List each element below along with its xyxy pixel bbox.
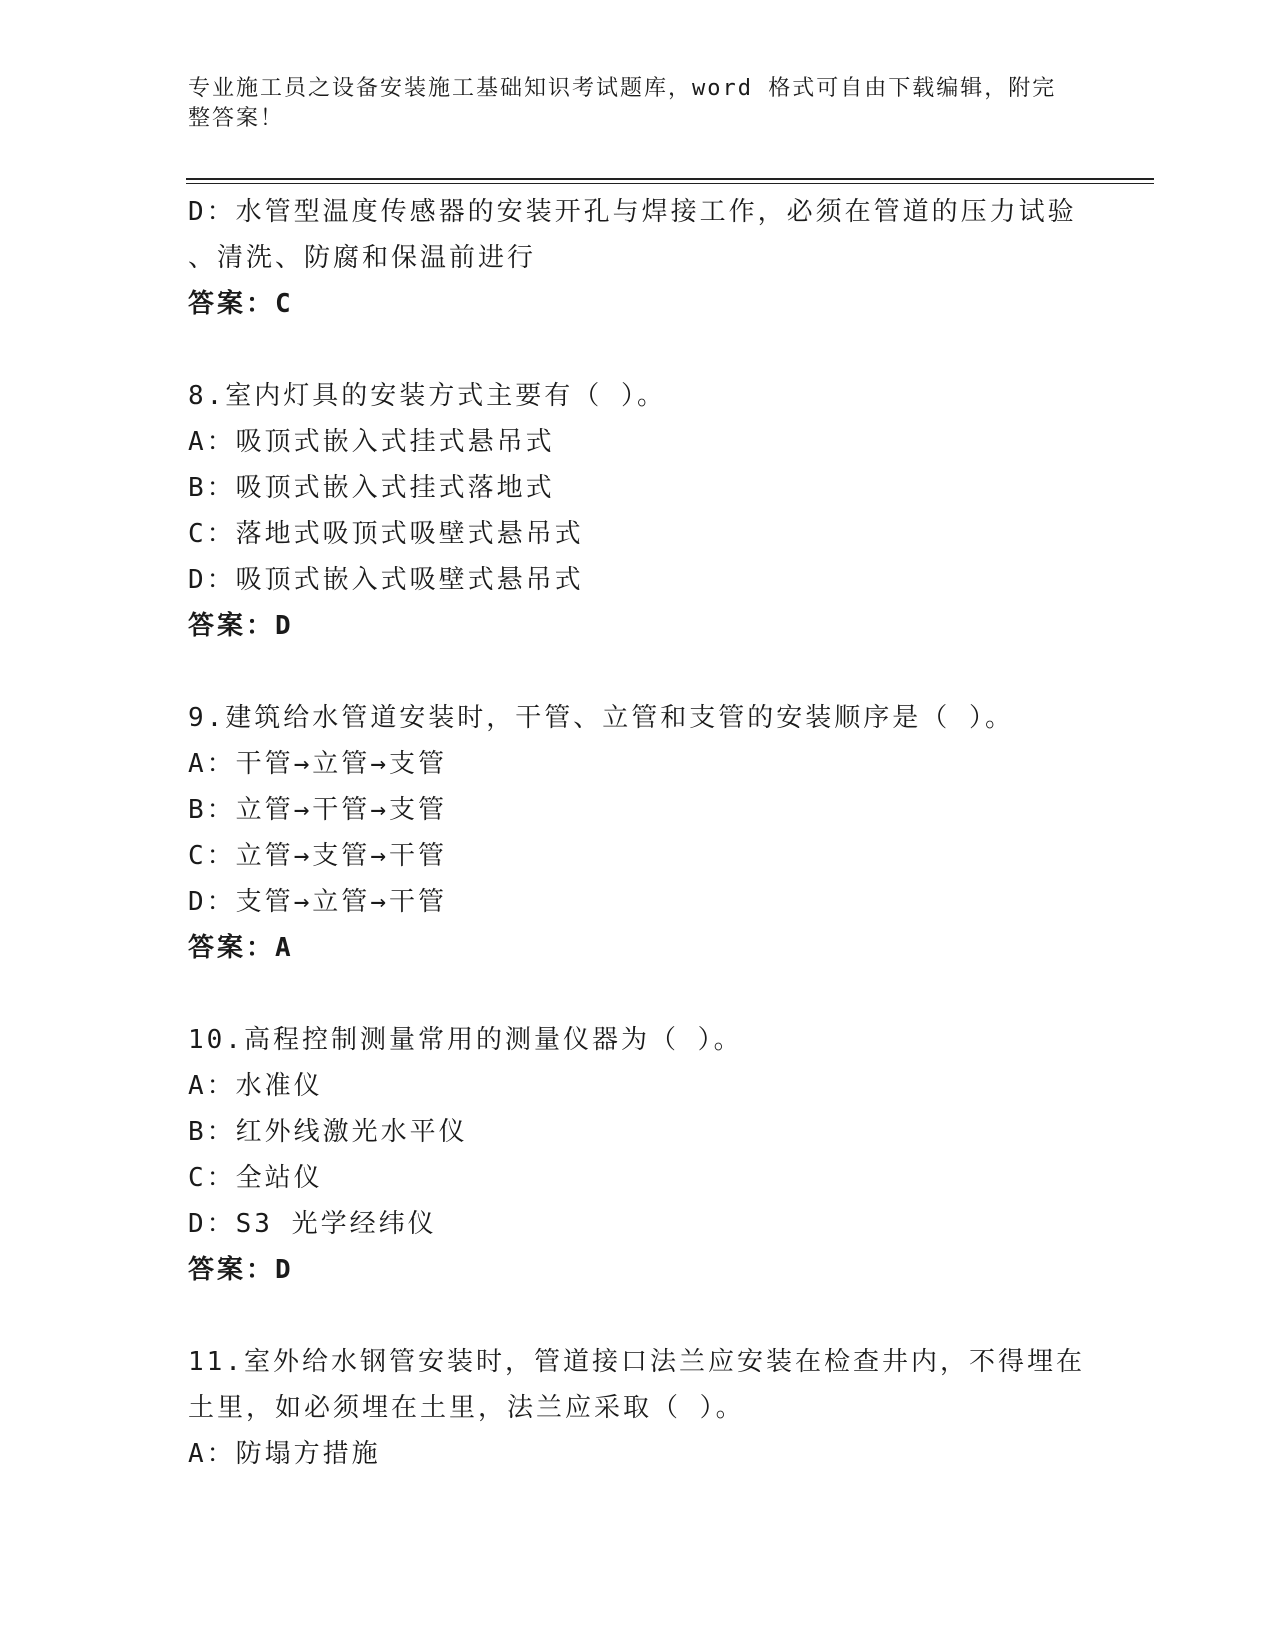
question-stem: 9.建筑给水管道安装时，干管、立管和支管的安装顺序是（ ）。 [188,703,1014,733]
option-d: D：吸顶式嵌入式吸壁式悬吊式 [188,565,584,595]
document-header [188,74,1068,134]
header-divider-thick [186,178,1154,180]
option-a: A：吸顶式嵌入式挂式悬吊式 [188,427,555,457]
answer: 答案：A [188,933,294,963]
question-8 [188,373,1088,649]
option-b: B：红外线激光水平仪 [188,1117,468,1147]
option-a: A：干管→立管→支管 [188,749,447,779]
question-stem: 10.高程控制测量常用的测量仪器为（ ）。 [188,1025,743,1055]
question-stem: 11.室外给水钢管安装时，管道接口法兰应安装在检查井内，不得埋在 [188,1347,1085,1377]
option-d: D：支管→立管→干管 [188,887,447,917]
answer: 答案：C [188,289,294,319]
question-stem: 8.室内灯具的安装方式主要有（ ）。 [188,381,666,411]
option-c: C：全站仪 [188,1163,323,1193]
question-11 [188,1339,1088,1477]
answer: 答案：D [188,611,294,641]
option-b: B：立管→干管→支管 [188,795,447,825]
spacer [188,1293,1088,1339]
header-divider-thin [186,183,1154,184]
option-c: C：落地式吸顶式吸壁式悬吊式 [188,519,584,549]
option-d: D：S3 光学经纬仪 [188,1209,437,1239]
question-7-continued [188,189,1088,327]
spacer [188,327,1088,373]
option-a: A：防塌方措施 [188,1439,381,1469]
header-text-line-1: 专业施工员之设备安装施工基础知识考试题库，word 格式可自由下载编辑，附完 [188,76,1057,101]
option-c: C：立管→支管→干管 [188,841,447,871]
document-body [188,189,1088,1477]
option-d-continued: 、清洗、防腐和保温前进行 [188,243,537,273]
question-10 [188,1017,1088,1293]
header-text-line-2: 整答案！ [188,106,285,131]
spacer [188,649,1088,695]
option-a: A：水准仪 [188,1071,323,1101]
question-stem-continued: 土里，如必须埋在土里，法兰应采取（ ）。 [188,1393,745,1423]
option-d: D：水管型温度传感器的安装开孔与焊接工作，必须在管道的压力试验 [188,197,1077,227]
spacer [188,971,1088,1017]
answer: 答案：D [188,1255,294,1285]
question-9 [188,695,1088,971]
option-b: B：吸顶式嵌入式挂式落地式 [188,473,555,503]
